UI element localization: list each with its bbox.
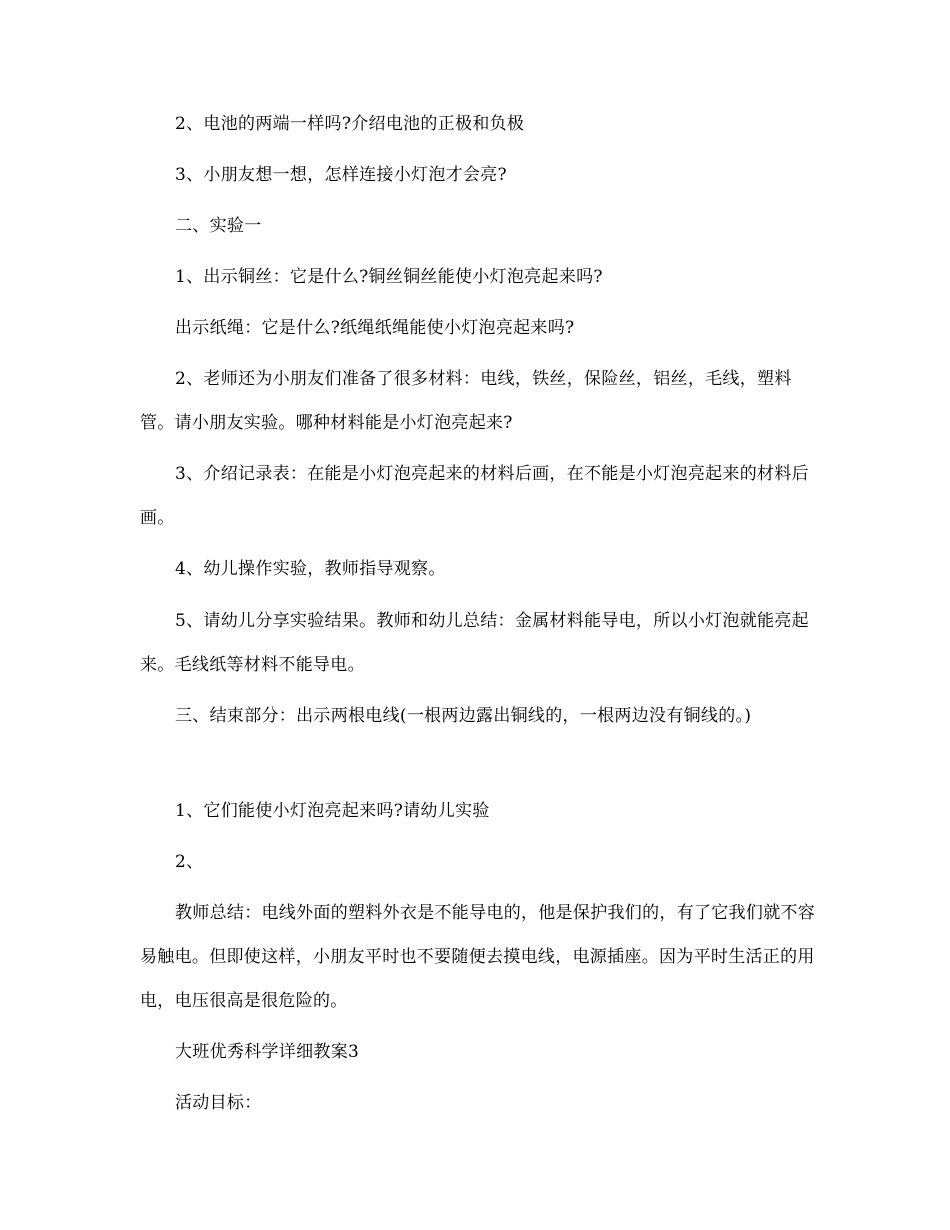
- paragraph-activity-goals: 活动目标：: [175, 1093, 262, 1113]
- paragraph-connect-bulb: 3、小朋友想一想，怎样连接小灯泡才会亮?: [175, 165, 507, 185]
- paragraph-paper-rope: 出示纸绳：它是什么?纸绳纸绳能使小灯泡亮起来吗?: [175, 318, 575, 338]
- paragraph-record-table: 3、介绍记录表：在能是小灯泡亮起来的材料后画，在不能是小灯泡亮起来的材料后画。: [140, 464, 809, 528]
- paragraph-materials: 2、老师还为小朋友们准备了很多材料：电线，铁丝，保险丝，铝丝，毛线，塑料管。请小朋友实验。哪种材料能是小灯泡亮起来?: [140, 369, 792, 433]
- paragraph-ending-section: 三、结束部分：出示两根电线(一根两边露出铜线的，一根两边没有铜线的。): [175, 706, 752, 726]
- section-heading-experiment-one: 二、实验一: [175, 216, 262, 236]
- paragraph-battery-ends: 2、电池的两端一样吗?介绍电池的正极和负极: [175, 114, 525, 134]
- paragraph-child-experiment: 4、幼儿操作实验，教师指导观察。: [175, 559, 446, 579]
- paragraph-step-two: 2、: [175, 852, 204, 872]
- paragraph-share-results: 5、请幼儿分享实验结果。教师和幼儿总结：金属材料能导电，所以小灯泡就能亮起来。毛线纸等材料不能导电。: [140, 611, 809, 675]
- paragraph-lesson-title: 大班优秀科学详细教案3: [175, 1042, 360, 1062]
- paragraph-copper-wire: 1、出示铜丝：它是什么?铜丝铜丝能使小灯泡亮起来吗?: [175, 267, 603, 287]
- paragraph-teacher-summary: 教师总结：电线外面的塑料外衣是不能导电的，他是保护我们的，有了它我们就不容易触电。但即使这样，小朋友平时也不要随便去摸电线，电源插座。因为平时生活正的用电，电压很高是很危险的。: [140, 903, 816, 1011]
- paragraph-wire-question: 1、它们能使小灯泡亮起来吗?请幼儿实验: [175, 801, 490, 821]
